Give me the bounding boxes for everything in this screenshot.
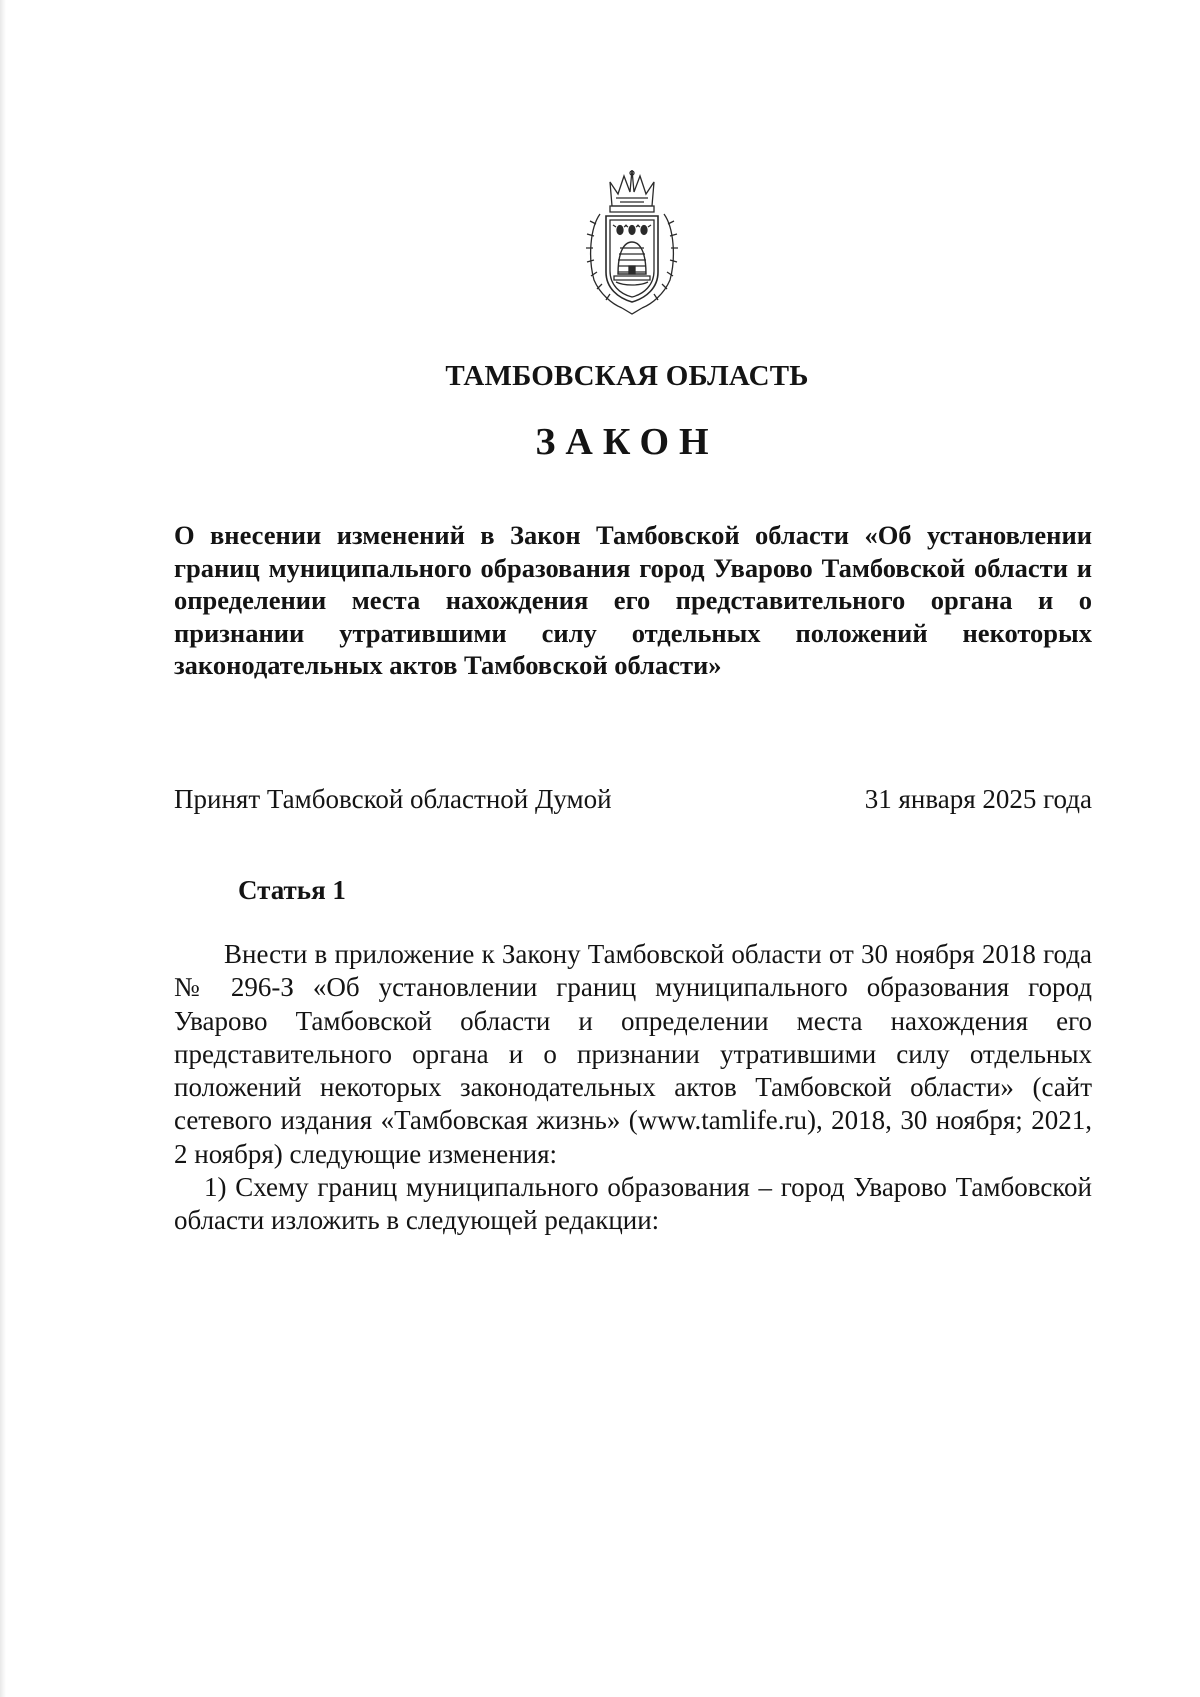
scan-edge	[0, 0, 6, 1697]
adopted-by: Принят Тамбовской областной Думой	[174, 784, 612, 814]
law-title: О внесении изменений в Закон Тамбовской области «Об установлении границ муниципального образования город Уварово Тамбовской области и определении места нахождения его представительного органа и о признании утратившими силу отдельных положений некоторых законодательных актов Тамбовской области»	[174, 520, 1092, 680]
article-body	[174, 938, 1092, 1238]
article-paragraph: Внести в приложение к Закону Тамбовской области от 30 ноября 2018 года № 296-З «Об установлении границ муниципального образования город Уварово Тамбовской области и определении места нахождения его представительного органа и о признании утратившими силу отдельных положений некоторых законодательных актов Тамбовской области» (сайт сетевого издания «Тамбовская жизнь» (www.tamlife.ru), 2018, 30 ноября; 2021, 2 ноября) следующие изменения:	[174, 939, 1092, 1169]
article-heading: Статья 1	[238, 875, 346, 905]
adoption-line	[174, 784, 1092, 815]
article-paragraph: 1) Схему границ муниципального образования – город Уварово Тамбовской области изложить в следующей редакции:	[174, 1172, 1092, 1236]
tambov-coat-of-arms-icon	[580, 168, 684, 318]
document-type-heading: ЗАКОН	[535, 421, 719, 463]
adopted-date: 31 января 2025 года	[864, 784, 1092, 814]
region-heading: ТАМБОВСКАЯ ОБЛАСТЬ	[445, 360, 809, 392]
